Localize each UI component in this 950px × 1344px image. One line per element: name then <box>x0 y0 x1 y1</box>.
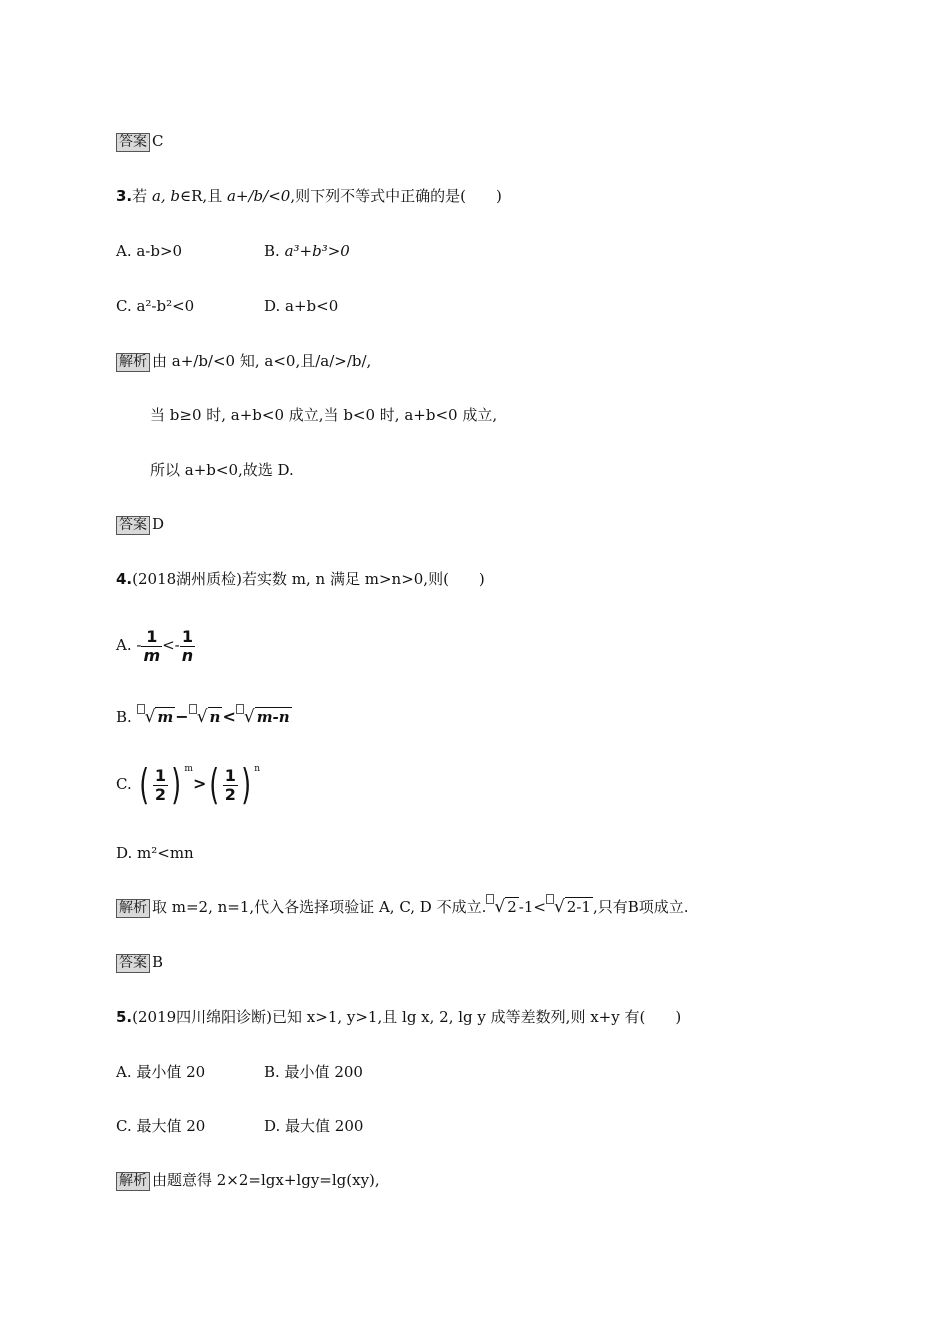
q2-answer-line <box>116 131 163 152</box>
frac-denominator: m <box>143 645 161 665</box>
q4-option-c-label: C. <box>116 775 137 793</box>
left-paren-icon: ( <box>139 760 150 809</box>
q3-stem <box>116 186 502 206</box>
q3-option-b-text: B. <box>264 242 285 260</box>
radical-sign-icon: √ <box>553 897 565 917</box>
q5-option-a-text: A. 最小值 20 <box>116 1063 206 1081</box>
q4-answer: B <box>152 953 164 971</box>
q4-analysis-pre: 取 m=2, n=1,代入各选择项验证 A, C, D 不成立. <box>152 898 487 916</box>
frac-denominator: 2 <box>154 784 167 804</box>
radical-sign-icon: √ <box>144 707 156 727</box>
radical-sign-icon: √ <box>494 897 506 917</box>
q4-option-b-m: m <box>157 708 174 726</box>
q4-option-b-lt: < <box>222 707 236 726</box>
q5-option-d <box>264 1116 363 1136</box>
q5-option-a <box>116 1062 205 1082</box>
q3-answer: D <box>152 515 165 533</box>
q3-analysis1: 由 a+/b/<0 知, a<0,且/a/>/b/, <box>152 352 372 370</box>
q3-stem-pre: 若 <box>132 187 148 205</box>
radical-sign-icon: √ <box>196 707 208 727</box>
q4-option-b-n: n <box>209 708 221 726</box>
q4-analysis-line <box>116 894 689 919</box>
q3-option-d-text: D. a+b<0 <box>264 297 339 315</box>
q4-option-a-frac2 <box>180 628 195 665</box>
q3-option-c <box>116 296 194 316</box>
radical-index-icon <box>137 704 145 714</box>
q3-answer-line <box>116 514 164 535</box>
q3-number: 3. <box>116 187 133 205</box>
q5-option-c-text: C. 最大值 20 <box>116 1117 206 1135</box>
q4-option-c-exp2: n <box>254 764 261 774</box>
analysis-tag: 解析 <box>116 1172 150 1191</box>
q3-option-c-text: C. a²-b²<0 <box>116 297 195 315</box>
answer-tag: 答案 <box>116 954 150 973</box>
q3-stem-post: ,则下列不等式中正确的是( ) <box>290 187 502 205</box>
q3-stem-mid: ∈R,且 <box>180 187 223 205</box>
radical-index-icon <box>546 894 554 904</box>
q4-number: 4. <box>116 570 133 588</box>
q4-option-c <box>116 760 260 808</box>
q5-stem-text: (2019四川绵阳诊断)已知 x>1, y>1,且 lg x, 2, lg y 成等差数列,则 x+y 有( ) <box>132 1008 682 1026</box>
q4-option-c-frac1 <box>153 767 168 804</box>
q3-analysis-line3 <box>150 460 294 480</box>
q4-answer-line <box>116 952 163 973</box>
q4-analysis-post: ,只有B项成立. <box>592 898 689 916</box>
q3-analysis-line2 <box>150 405 497 425</box>
answer-tag: 答案 <box>116 133 150 152</box>
q4-option-a-frac1 <box>141 628 162 665</box>
q3-option-a: A. a-b>0 <box>116 242 183 260</box>
q3-option-b <box>264 241 350 261</box>
q5-number: 5. <box>116 1008 133 1026</box>
right-paren-icon: ) <box>171 760 182 809</box>
q3-analysis2: 当 b≥0 时, a+b<0 成立,当 b<0 时, a+b<0 成立, <box>150 406 498 424</box>
radical-sign-icon: √ <box>243 707 255 727</box>
answer-tag: 答案 <box>116 516 150 535</box>
q4-option-b-minus: − <box>175 707 189 726</box>
q4-option-c-exp1: m <box>184 764 193 774</box>
q3-options-row1 <box>116 241 182 261</box>
analysis-tag: 解析 <box>116 353 150 372</box>
q4-option-d-text: D. m²<mn <box>116 844 194 862</box>
q2-answer: C <box>152 132 164 150</box>
q4-analysis-radicand1: 2 <box>507 898 517 916</box>
q4-option-b <box>116 704 292 729</box>
left-paren-icon: ( <box>209 760 220 809</box>
q3-analysis3: 所以 a+b<0,故选 D. <box>150 461 294 479</box>
q4-option-a-label: A. - <box>116 636 142 654</box>
q3-stem-cond: a+/b/<0 <box>226 187 291 205</box>
q4-analysis-radicand2: 2-1 <box>566 898 591 916</box>
frac-denominator: n <box>181 645 194 665</box>
q3-option-b-body: a³+b³>0 <box>284 242 350 260</box>
q5-analysis1: 由题意得 2×2=lgx+lgy=lg(xy), <box>152 1171 380 1189</box>
q4-option-c-gt: > <box>192 774 207 793</box>
q5-option-d-text: D. 最大值 200 <box>264 1117 364 1135</box>
q4-option-a <box>116 624 195 666</box>
q5-option-b-text: B. 最小值 200 <box>264 1063 363 1081</box>
frac-numerator: 1 <box>224 765 236 785</box>
q4-option-d <box>116 843 194 863</box>
frac-numerator: 1 <box>180 628 195 647</box>
q5-analysis-line <box>116 1170 380 1191</box>
q4-option-b-mn: m-n <box>256 708 290 726</box>
radical-index-icon <box>189 704 197 714</box>
q4-stem <box>116 569 485 589</box>
frac-denominator: 2 <box>224 784 236 804</box>
frac-numerator: 1 <box>141 628 162 647</box>
q4-option-a-lt: <- <box>162 636 180 654</box>
right-paren-icon: ) <box>241 760 252 809</box>
q4-option-b-label: B. <box>116 708 137 726</box>
q5-option-b <box>264 1062 363 1082</box>
q4-option-c-frac2 <box>223 767 238 804</box>
q3-stem-vars: a, b <box>151 187 181 205</box>
frac-numerator: 1 <box>154 765 167 785</box>
q4-stem-text: (2018湖州质检)若实数 m, n 满足 m>n>0,则( ) <box>132 570 485 588</box>
q5-stem <box>116 1007 681 1027</box>
q4-analysis-mid: -1< <box>518 898 546 916</box>
analysis-tag: 解析 <box>116 899 150 918</box>
q3-option-d <box>264 296 338 316</box>
radical-index-icon <box>236 704 244 714</box>
q3-analysis-line1 <box>116 351 371 372</box>
q5-option-c <box>116 1116 205 1136</box>
